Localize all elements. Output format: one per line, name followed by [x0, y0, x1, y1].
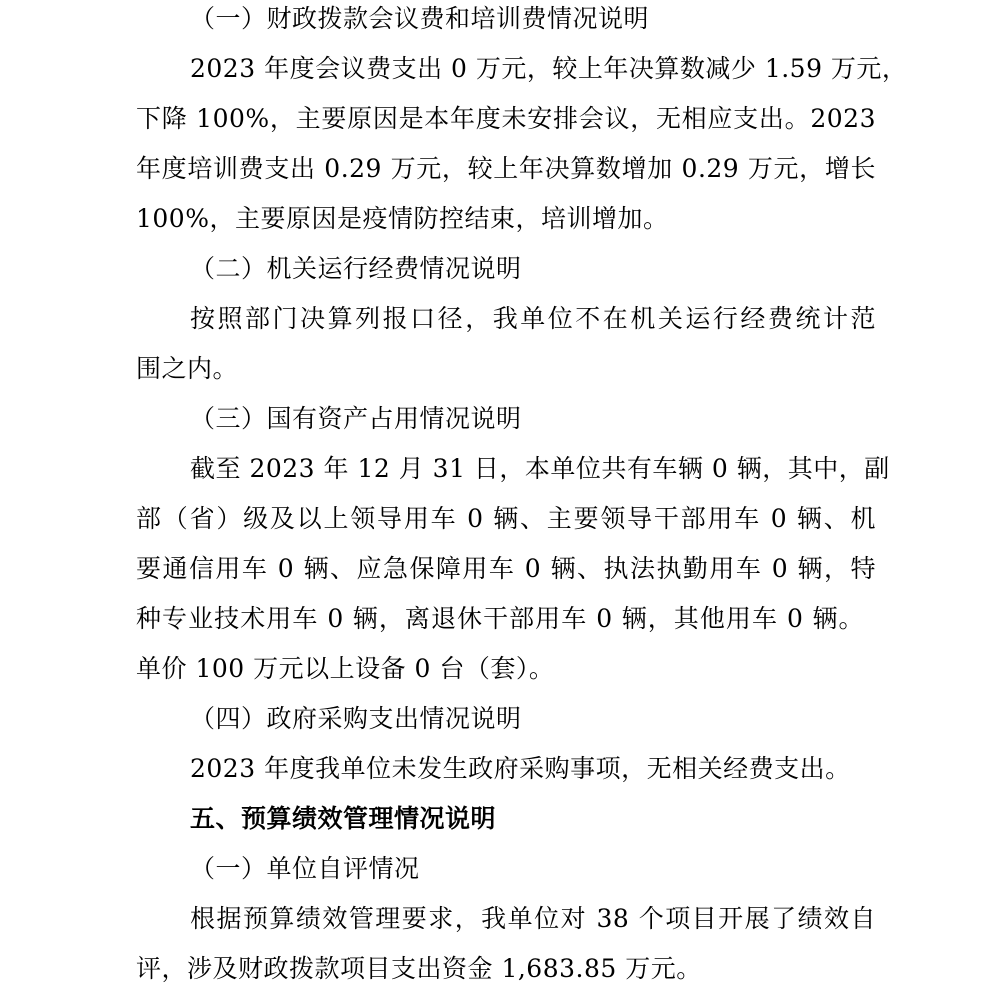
paragraph-line: 下降 100%，主要原因是本年度未安排会议，无相应支出。2023	[136, 104, 876, 133]
section-heading-meeting-training: （一）财政拨款会议费和培训费情况说明	[190, 4, 650, 33]
paragraph-line: 种专业技术用车 0 辆，离退休干部用车 0 辆，其他用车 0 辆。	[136, 604, 864, 633]
paragraph-line: 2023 年度我单位未发生政府采购事项，无相关经费支出。	[190, 754, 851, 783]
subsection-heading-self-evaluation: （一）单位自评情况	[190, 854, 420, 883]
section-heading-performance-management: 五、预算绩效管理情况说明	[190, 804, 497, 833]
paragraph-line: 截至 2023 年 12 月 31 日，本单位共有车辆 0 辆，其中，副	[190, 454, 890, 483]
paragraph-line: 年度培训费支出 0.29 万元，较上年决算数增加 0.29 万元，增长	[136, 154, 876, 183]
paragraph-line: 根据预算绩效管理要求，我单位对 38 个项目开展了绩效自	[190, 904, 876, 933]
section-heading-government-procurement: （四）政府采购支出情况说明	[190, 704, 522, 733]
section-heading-operating-expenses: （二）机关运行经费情况说明	[190, 254, 522, 283]
paragraph-line: 要通信用车 0 辆、应急保障用车 0 辆、执法执勤用车 0 辆，特	[136, 554, 876, 583]
paragraph-line: 围之内。	[136, 354, 239, 383]
paragraph-line: 部（省）级及以上领导用车 0 辆、主要领导干部用车 0 辆、机	[136, 504, 876, 533]
paragraph-line: 单价 100 万元以上设备 0 台（套）。	[136, 654, 555, 683]
paragraph-line: 2023 年度会议费支出 0 万元，较上年决算数减少 1.59 万元，	[190, 54, 908, 83]
paragraph-line: 按照部门决算列报口径，我单位不在机关运行经费统计范	[190, 304, 876, 333]
paragraph-line: 评，涉及财政拨款项目支出资金 1,683.85 万元。	[136, 954, 702, 983]
section-heading-state-assets: （三）国有资产占用情况说明	[190, 404, 522, 433]
paragraph-line: 100%，主要原因是疫情防控结束，培训增加。	[136, 204, 669, 233]
